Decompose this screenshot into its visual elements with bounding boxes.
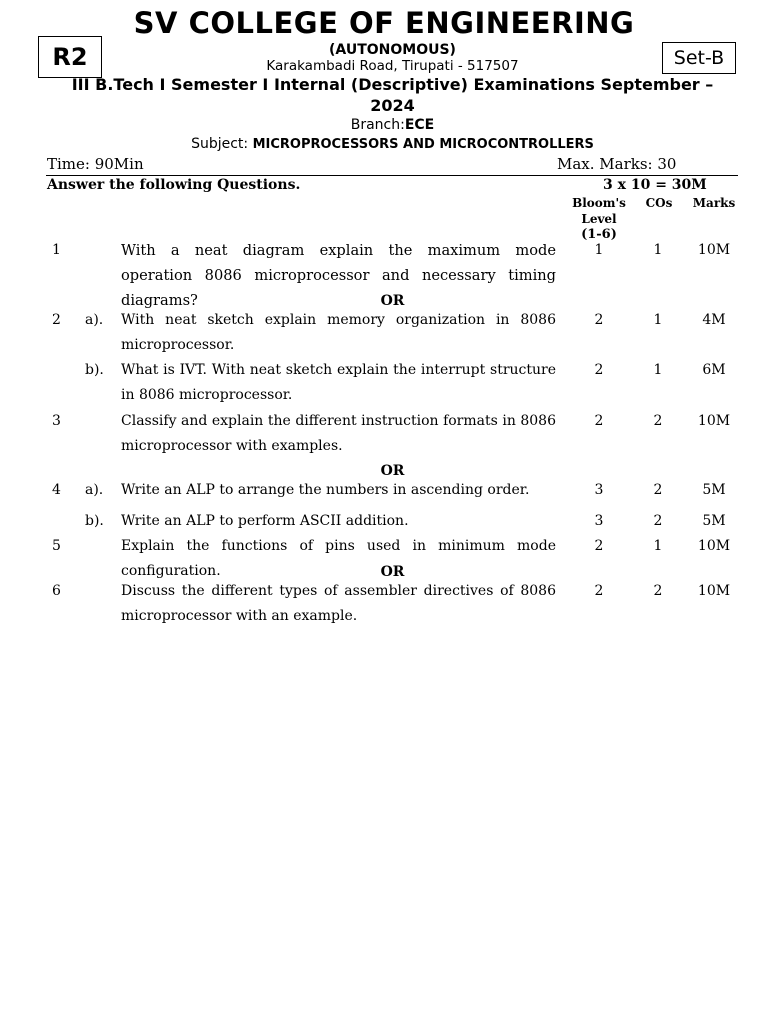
question-part: b).: [85, 513, 104, 529]
question-text: Discuss the different types of assembler directives of 8086 microprocessor with an example.: [121, 583, 556, 624]
question-number: 3: [52, 413, 61, 429]
question-number: 5: [52, 538, 61, 554]
subject-value: MICROPROCESSORS AND MICROCONTROLLERS: [252, 137, 594, 152]
instruction-text: Answer the following Questions.: [47, 177, 301, 193]
college-name: SV COLLEGE OF ENGINEERING: [133, 6, 635, 40]
subject-line: [0, 136, 768, 152]
course-outcome: 2: [653, 413, 663, 429]
or-separator: OR: [380, 463, 405, 479]
branch-value: ECE: [404, 117, 435, 133]
question-part: b).: [85, 362, 104, 378]
question-marks: 10M: [697, 583, 731, 599]
bloom-header-line-1: Bloom's: [572, 196, 626, 210]
exam-title: [40, 74, 745, 116]
branch-line: [0, 117, 768, 133]
question-number: 1: [52, 242, 61, 258]
regulation-code-box: R2: [38, 36, 102, 78]
column-header-cos: COs: [645, 196, 673, 210]
or-separator: OR: [380, 564, 405, 580]
exam-duration: Time: 90Min: [47, 155, 144, 173]
course-outcome: 1: [653, 242, 663, 258]
header-divider: [46, 175, 738, 176]
question-text: Write an ALP to perform ASCII addition.: [121, 513, 409, 529]
branch-label: Branch:: [350, 117, 405, 133]
bloom-level: 2: [594, 413, 604, 429]
question-marks: 10M: [697, 413, 731, 429]
autonomous-label: (AUTONOMOUS): [329, 42, 456, 58]
exam-title-line-2: 2024: [370, 96, 415, 115]
exam-title-line-1: III B.Tech I Semester I Internal (Descriptive) Examinations September –: [71, 75, 714, 94]
question-text: Explain the functions of pins used in minimum mode configuration.: [121, 538, 556, 579]
column-header-marks: Marks: [692, 196, 736, 210]
course-outcome: 2: [653, 583, 663, 599]
question-marks: 5M: [702, 482, 726, 498]
course-outcome: 1: [653, 538, 663, 554]
question-number: 6: [52, 583, 61, 599]
bloom-level: 2: [594, 312, 604, 328]
question-text: What is IVT. With neat sketch explain the interrupt structure in 8086 microprocessor.: [121, 362, 556, 403]
or-separator: OR: [380, 293, 405, 309]
course-outcome: 2: [653, 482, 663, 498]
question-marks: 10M: [697, 538, 731, 554]
max-marks: Max. Marks: 30: [557, 155, 677, 173]
bloom-level: 2: [594, 583, 604, 599]
question-text: Classify and explain the different instruction formats in 8086 microprocessor with examples.: [121, 413, 556, 454]
bloom-level: 2: [594, 362, 604, 378]
set-label-box: Set-B: [662, 42, 736, 74]
bloom-header-line-2: Level: [581, 212, 617, 226]
question-part: a).: [85, 312, 104, 328]
column-header-bloom: [564, 195, 634, 243]
bloom-level: 3: [594, 482, 604, 498]
question-text: With a neat diagram explain the maximum mode operation 8086 microprocessor and necessary timing diagrams?: [121, 242, 556, 309]
course-outcome: 1: [653, 312, 663, 328]
question-marks: 4M: [702, 312, 726, 328]
question-part: a).: [85, 482, 104, 498]
total-marks-formula: 3 x 10 = 30M: [603, 177, 707, 193]
course-outcome: 1: [653, 362, 663, 378]
course-outcome: 2: [653, 513, 663, 529]
college-address: Karakambadi Road, Tirupati - 517507: [266, 58, 519, 74]
bloom-level: 1: [594, 242, 604, 258]
question-text: Write an ALP to arrange the numbers in ascending order.: [121, 482, 530, 498]
subject-label: Subject:: [191, 136, 253, 152]
question-marks: 10M: [697, 242, 731, 258]
question-text: With neat sketch explain memory organization in 8086 microprocessor.: [121, 312, 556, 353]
question-marks: 6M: [702, 362, 726, 378]
question-number: 2: [52, 312, 61, 328]
bloom-header-line-3: (1-6): [581, 227, 617, 242]
question-marks: 5M: [702, 513, 726, 529]
bloom-level: 3: [594, 513, 604, 529]
question-number: 4: [52, 482, 61, 498]
bloom-level: 2: [594, 538, 604, 554]
